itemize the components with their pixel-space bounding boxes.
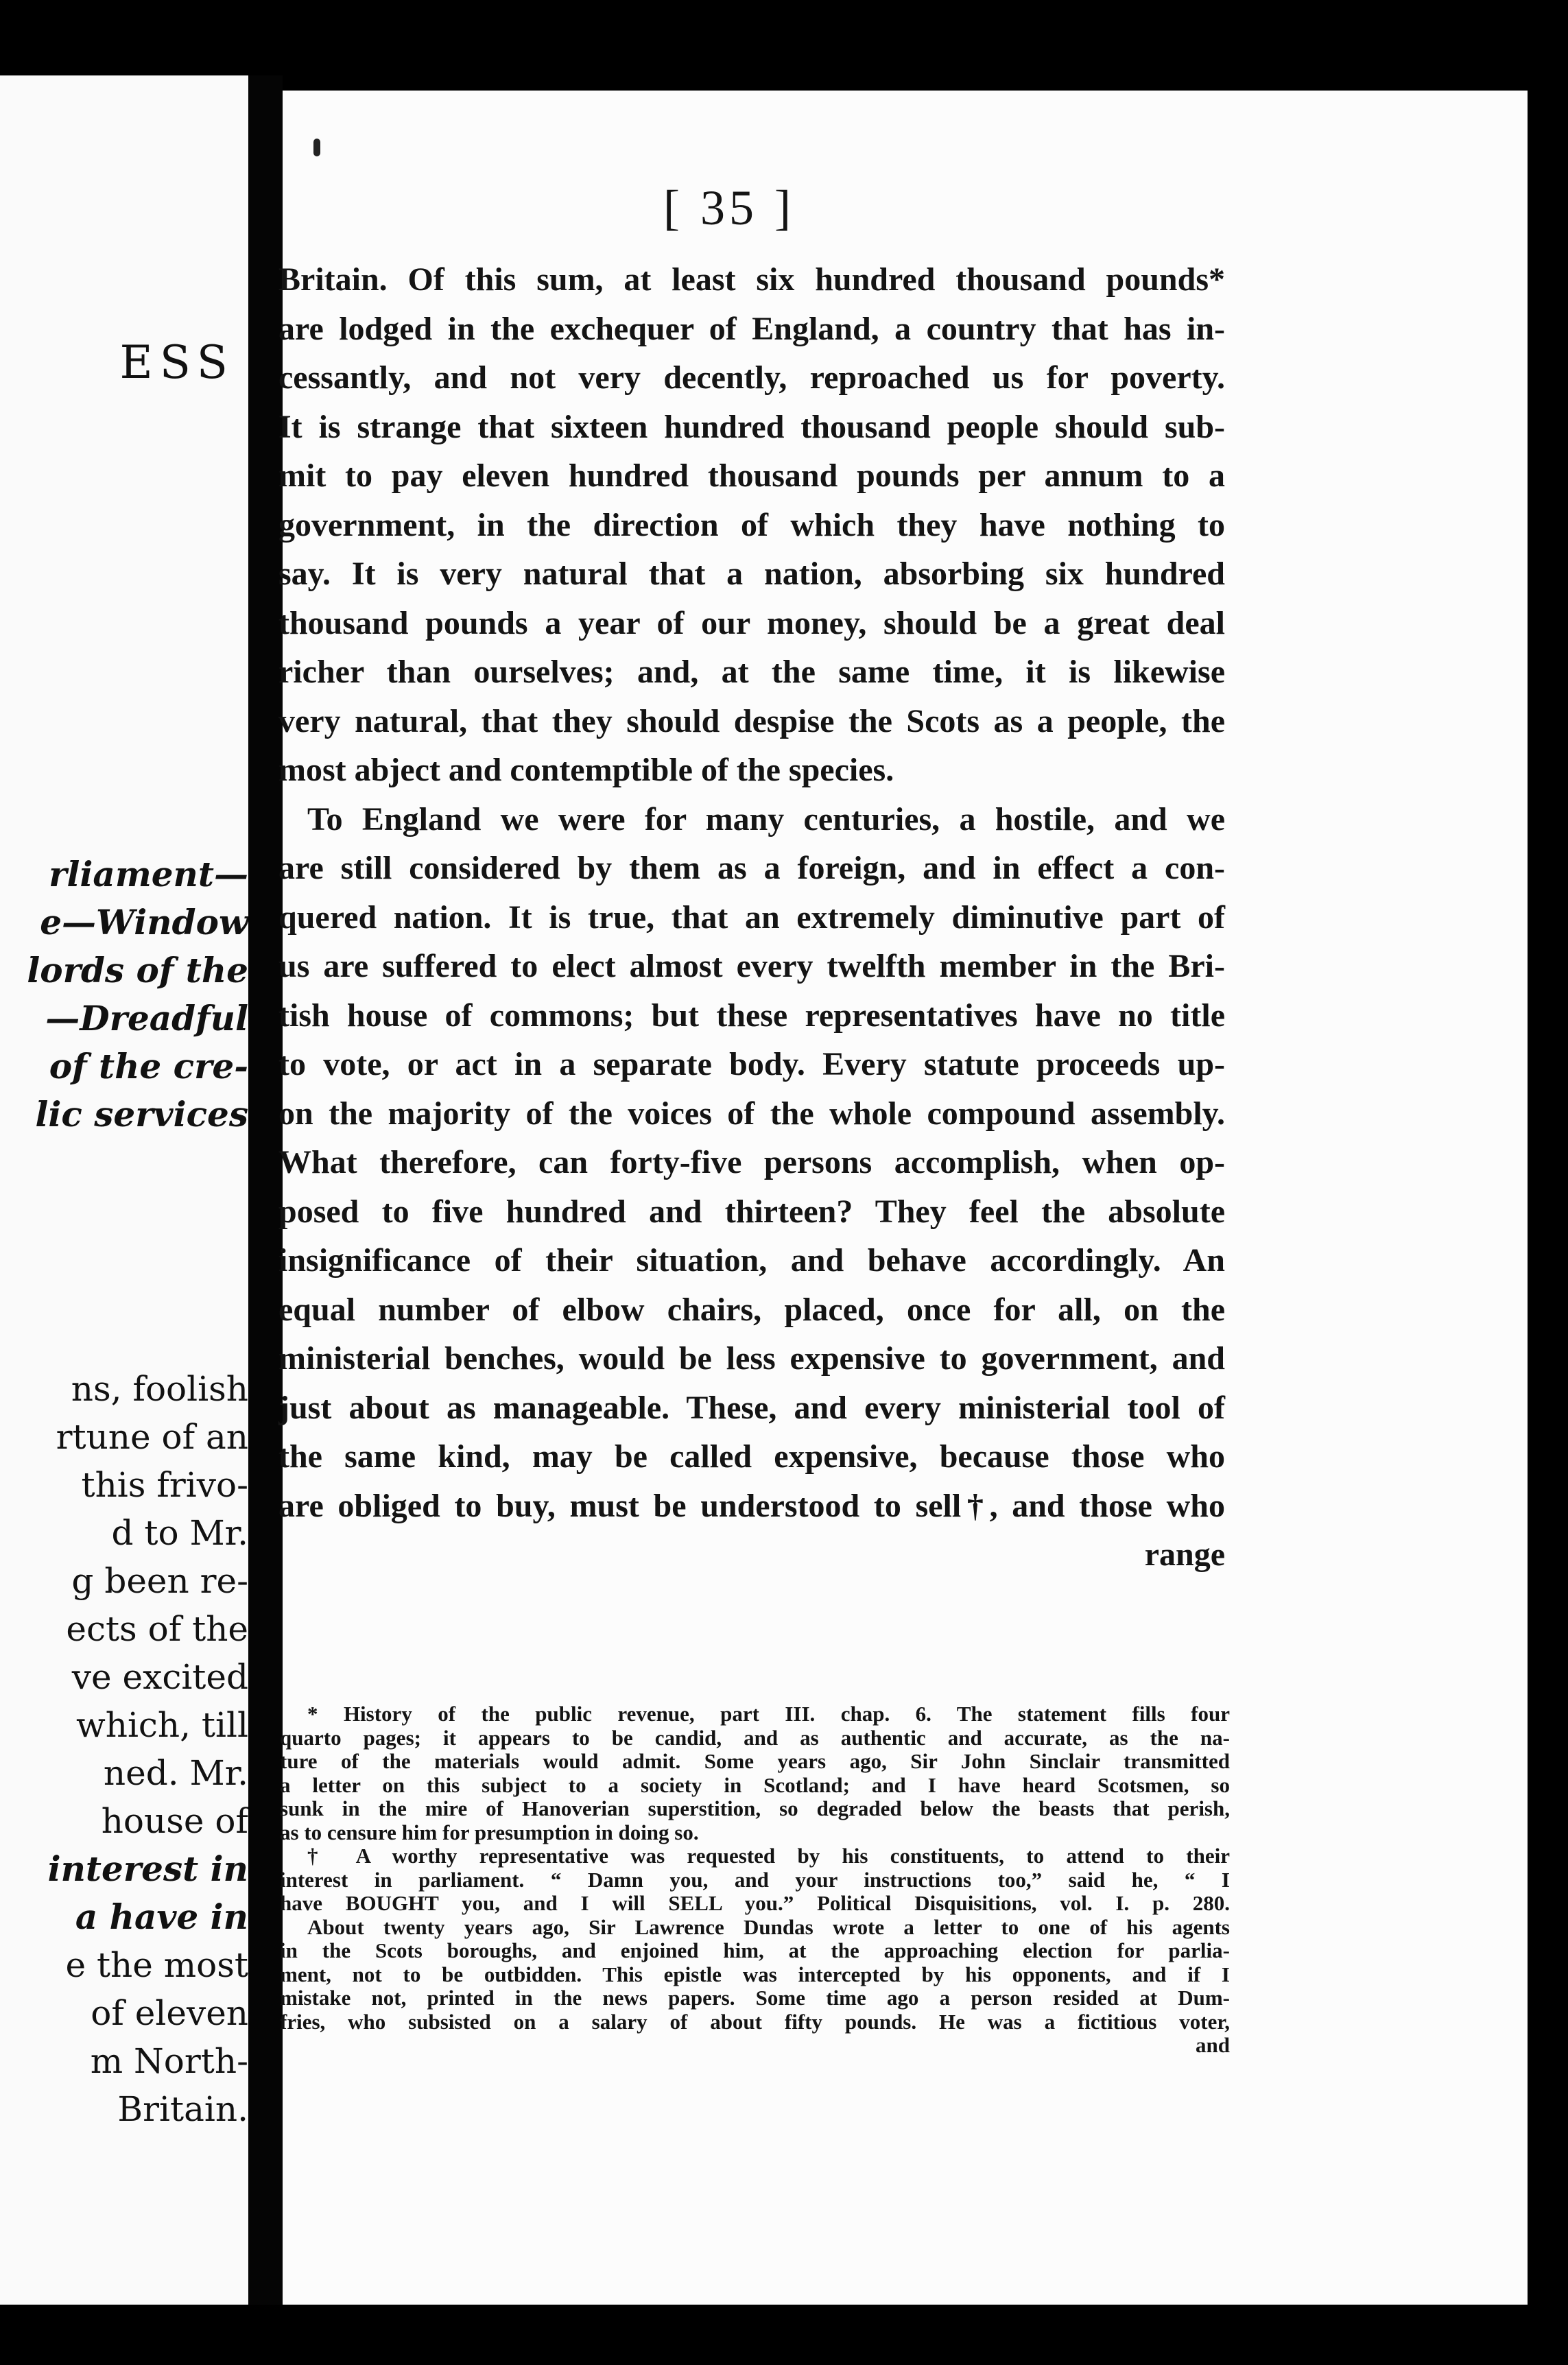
footnote-line: ment, not to be outbidden. This epistle was intercepted by his opponents, and if I: [280, 1962, 1230, 1986]
left-text-line: ned. Mr.: [103, 1753, 248, 1793]
footnote-line: * History of the public revenue, part III. chap. 6. The statement fills four: [307, 1702, 1230, 1726]
text-line: government, in the direction of which they have nothing to: [278, 506, 1225, 543]
footnote-line: fries, who subsisted on a salary of about fifty pounds. He was a fictitious voter,: [280, 2009, 1230, 2034]
text-line: posed to five hundred and thirteen? They feel the absolute: [278, 1193, 1225, 1230]
left-contents-line: e—Window: [40, 902, 248, 942]
left-text-line: Britain.: [117, 2089, 248, 2129]
text-line: just about as manageable. These, and every ministerial tool of: [278, 1389, 1225, 1426]
text-line: most abject and contemptible of the species.: [278, 752, 894, 788]
text-line: on the majority of the voices of the whole compound assembly.: [278, 1095, 1225, 1132]
text-line: insignificance of their situation, and behave accordingly. An: [278, 1242, 1225, 1279]
text-line: To England we were for many centuries, a hostile, and we: [307, 800, 1225, 837]
left-page-fragment: [0, 75, 248, 2305]
text-line: are lodged in the exchequer of England, a country that has in-: [278, 310, 1225, 347]
left-contents-line: rliament—: [49, 854, 248, 894]
left-text-line: rtune of an: [56, 1417, 248, 1457]
text-line: very natural, that they should despise the Scots as a people, the: [278, 702, 1225, 739]
left-text-line: m North-: [90, 2041, 248, 2081]
left-text-line: interest in: [47, 1849, 248, 1889]
left-text-line: ns, foolish: [71, 1369, 248, 1409]
text-line: tish house of commons; but these representatives have no title: [278, 997, 1225, 1034]
text-line: to vote, or act in a separate body. Every statute proceeds up-: [278, 1046, 1225, 1082]
footnote-line: quarto pages; it appears to be candid, and as authentic and accurate, as the na-: [280, 1725, 1230, 1750]
text-line: us are suffered to elect almost every twelfth member in the Bri-: [278, 948, 1225, 984]
left-contents-line: lic services: [35, 1094, 248, 1134]
text-line: equal number of elbow chairs, placed, once for all, on the: [278, 1291, 1225, 1328]
text-line: richer than ourselves; and, at the same time, it is likewise: [278, 654, 1225, 690]
left-text-line: ve excited: [71, 1657, 248, 1697]
footnotes: [280, 1702, 1230, 2058]
book-gutter: [248, 75, 283, 2305]
footnote-line: mistake not, printed in the news papers. Some time ago a person resided at Dum-: [280, 1986, 1230, 2010]
left-text-line: e the most: [65, 1945, 248, 1985]
left-page-heading: ESS: [119, 336, 235, 389]
footnote-line: interest in parliament. “ Damn you, and your instructions too,” said he, “ I: [280, 1867, 1230, 1892]
footnote-line: as to censure him for presumption in doing so.: [280, 1820, 699, 1844]
left-contents-line: —Dreadful: [45, 998, 248, 1038]
text-line: It is strange that sixteen hundred thousand people should sub-: [278, 408, 1225, 445]
right-page: [278, 91, 1528, 2305]
footnote-line: About twenty years ago, Sir Lawrence Dundas wrote a letter to one of his agents: [307, 1914, 1230, 1939]
text-line: thousand pounds a year of our money, should be a great deal: [278, 604, 1225, 641]
catchword: range: [1144, 1536, 1225, 1573]
text-line: say. It is very natural that a nation, absorbing six hundred: [278, 556, 1225, 592]
ink-mark: [313, 139, 320, 156]
text-line: ministerial benches, would be less expensive to government, and: [278, 1340, 1225, 1377]
footnote-line: in the Scots boroughs, and enjoined him, at the approaching election for parlia-: [280, 1938, 1230, 1962]
text-line: cessantly, and not very decently, reproached us for poverty.: [278, 359, 1225, 396]
footnote-line: have BOUGHT you, and I will SELL you.” Political Disquisitions, vol. I. p. 280.: [280, 1891, 1230, 1915]
text-line: are obliged to buy, must be understood to sell†, and those who: [278, 1487, 1225, 1524]
left-contents-line: of the cre-: [49, 1046, 248, 1086]
text-line: What therefore, can forty-five persons accomplish, when op-: [278, 1144, 1225, 1180]
text-line: the same kind, may be called expensive, because those who: [278, 1438, 1225, 1475]
text-line: quered nation. It is true, that an extremely diminutive part of: [278, 899, 1225, 936]
left-text-line: which, till: [75, 1705, 248, 1745]
left-text-line: this frivo-: [81, 1465, 248, 1505]
footnote-line: ture of the materials would admit. Some years ago, Sir John Sinclair transmitted: [280, 1749, 1230, 1773]
left-text-line: ects of the: [66, 1609, 248, 1649]
footnote-catchword: and: [1196, 2033, 1230, 2057]
left-text-line: g been re-: [71, 1561, 248, 1601]
text-line: are still considered by them as a foreign, and in effect a con-: [278, 850, 1225, 886]
left-text-line: of eleven: [91, 1993, 248, 2033]
footnote-line: sunk in the mire of Hanoverian superstition, so degraded below the beasts that perish,: [280, 1796, 1230, 1820]
page-number: [ 35 ]: [663, 180, 795, 235]
left-contents-line: lords of the: [27, 950, 248, 990]
text-line: mit to pay eleven hundred thousand pounds per annum to a: [278, 457, 1225, 494]
footnote-line: a letter on this subject to a society in Scotland; and I have heard Scotsmen, so: [280, 1772, 1230, 1797]
footnote-line: † A worthy representative was requested by his constituents, to attend to their: [307, 1844, 1230, 1868]
left-text-line: d to Mr.: [111, 1513, 248, 1553]
body-text: [278, 255, 1225, 1580]
left-text-line: a have in: [75, 1897, 248, 1937]
text-line: Britain. Of this sum, at least six hundred thousand pounds*: [278, 261, 1225, 298]
left-text-line: house of: [101, 1801, 248, 1841]
